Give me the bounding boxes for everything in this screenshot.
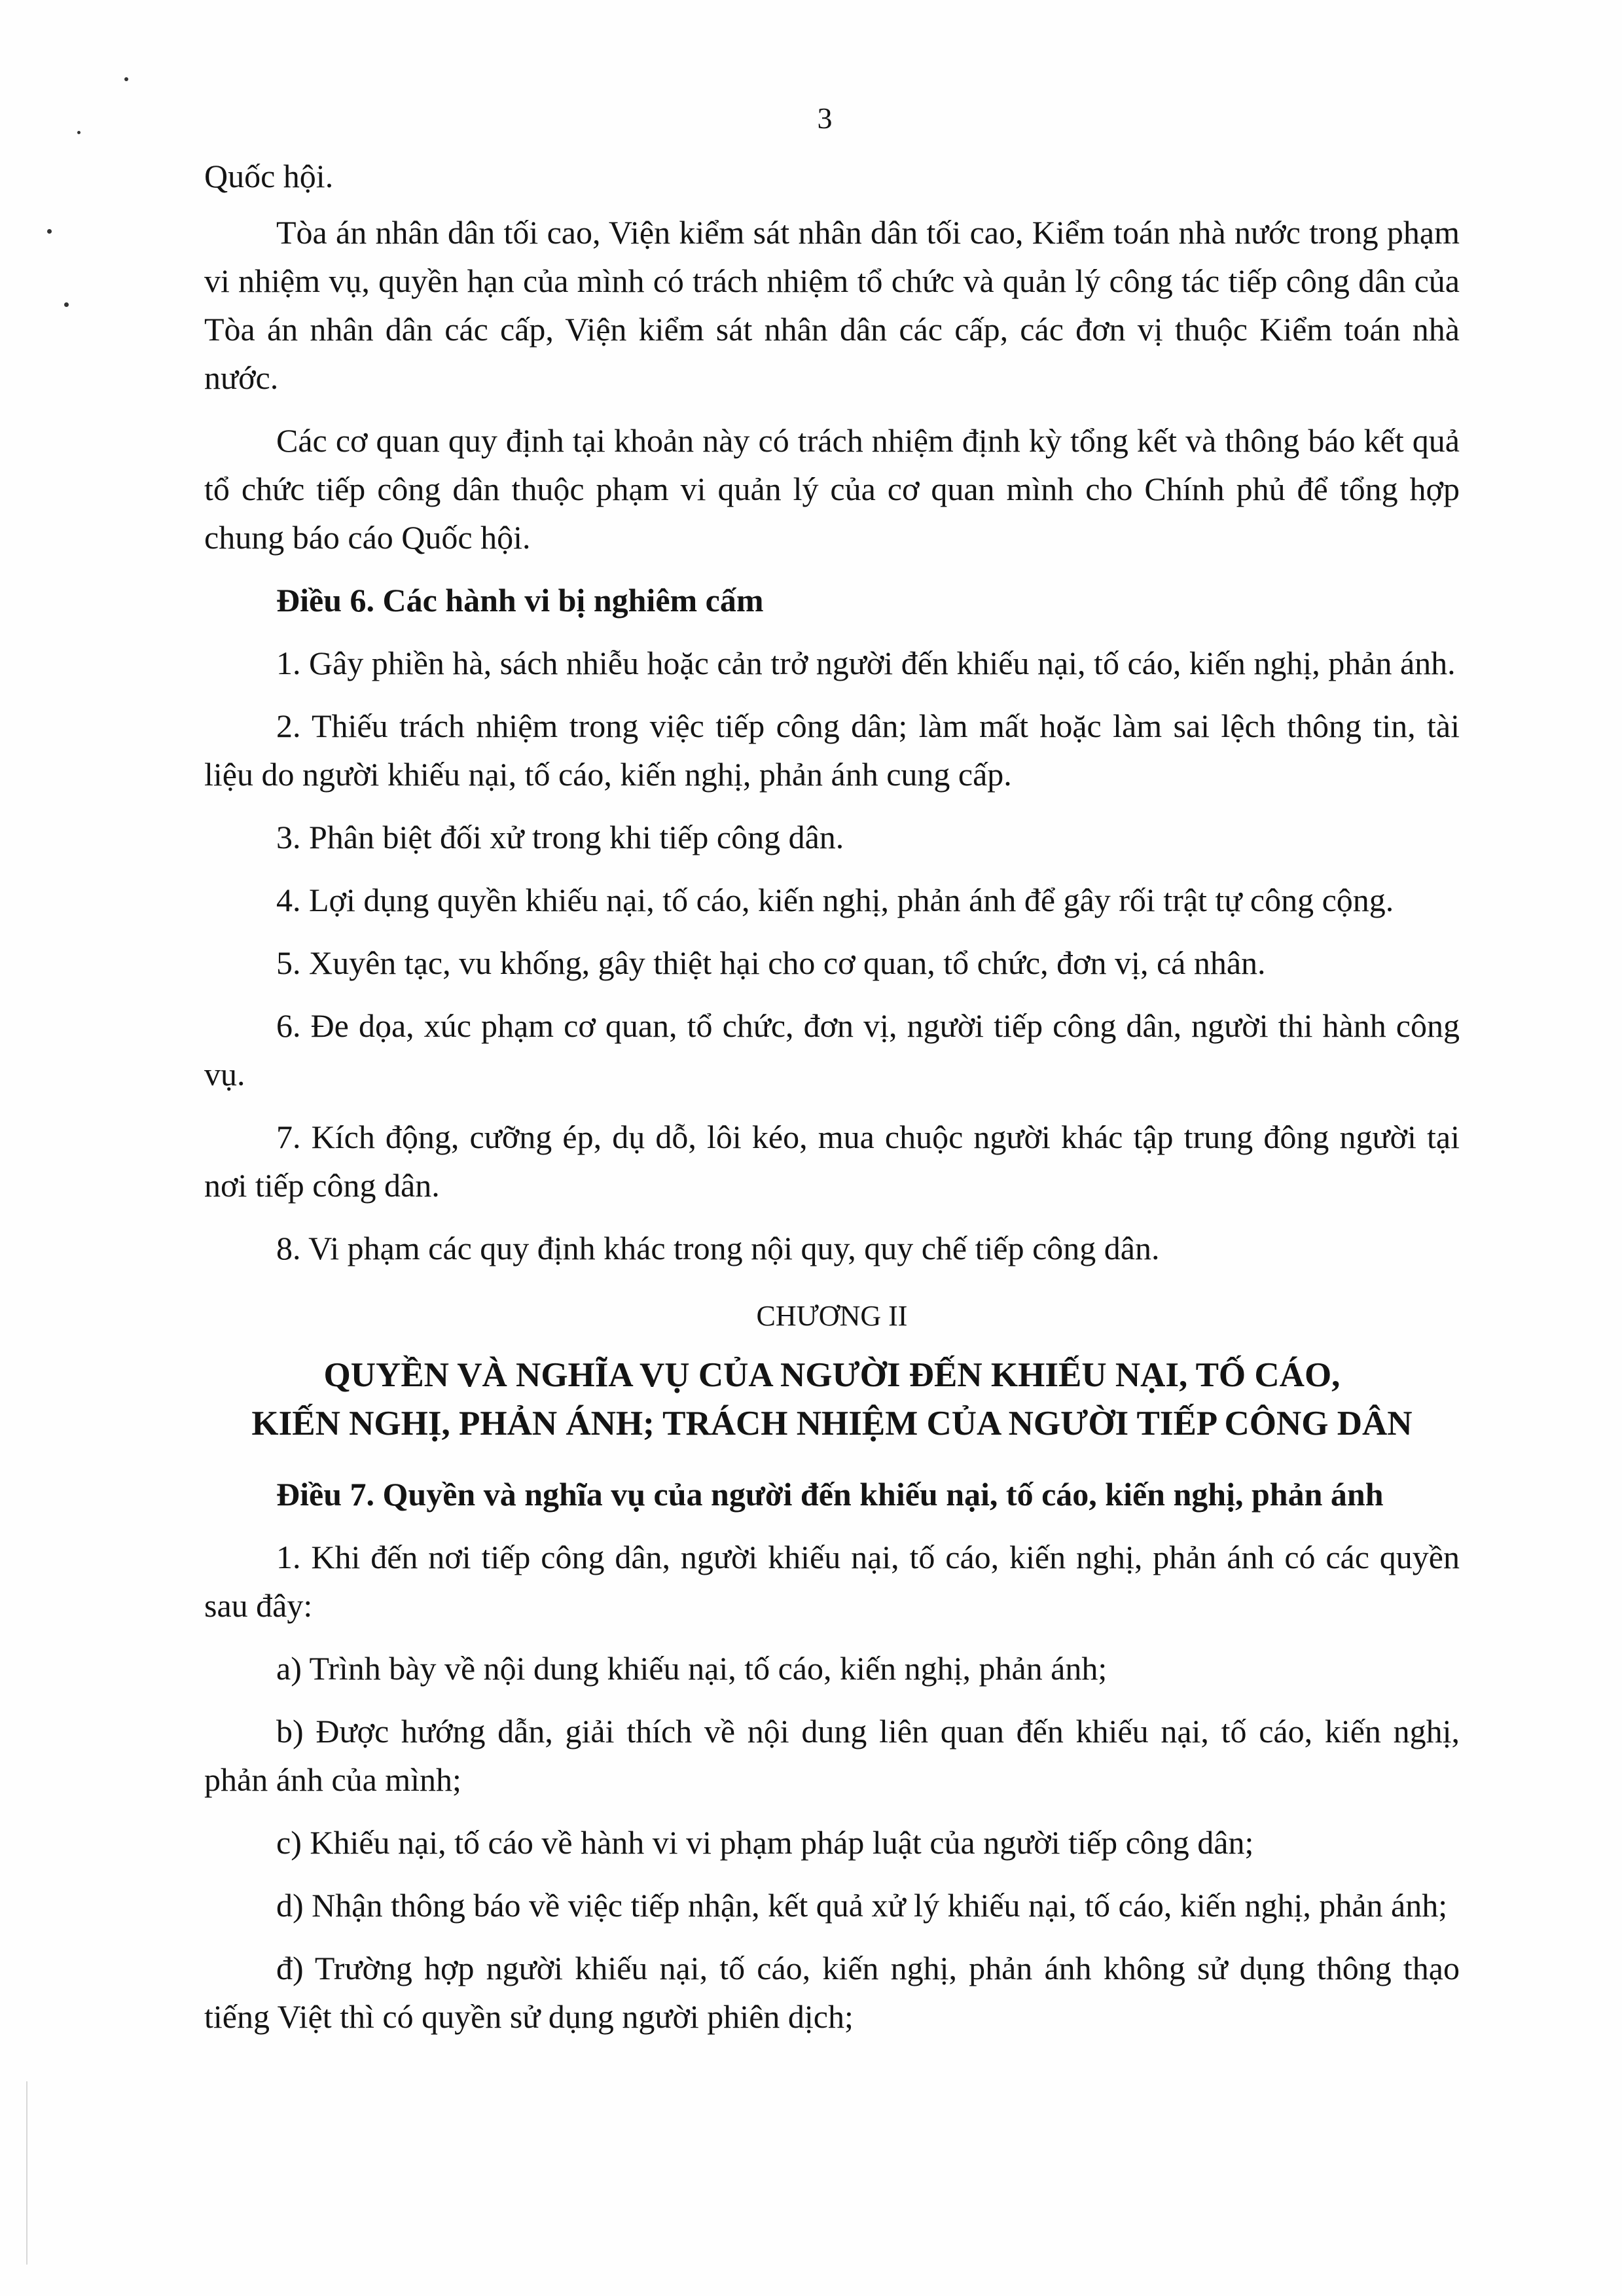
list-item: 5. Xuyên tạc, vu khống, gây thiệt hại cho cơ quan, tổ chức, đơn vị, cá nhân.	[276, 944, 1266, 981]
list-item: a) Trình bày về nội dung khiếu nại, tố cáo, kiến nghị, phản ánh;	[276, 1650, 1108, 1687]
scan-speck	[77, 131, 81, 134]
list-item: 6. Đe dọa, xúc phạm cơ quan, tổ chức, đơn vị, người tiếp công dân, người thi hành công vụ.	[204, 1007, 1460, 1092]
list-item: b) Được hướng dẫn, giải thích về nội dung liên quan đến khiếu nại, tố cáo, kiến nghị, phản ánh của mình;	[204, 1713, 1460, 1798]
article-heading: Điều 7. Quyền và nghĩa vụ của người đến khiếu nại, tố cáo, kiến nghị, phản ánh	[276, 1476, 1384, 1513]
article-heading: Điều 6. Các hành vi bị nghiêm cấm	[276, 582, 764, 619]
paragraph: Tòa án nhân dân tối cao, Viện kiểm sát nhân dân tối cao, Kiểm toán nhà nước trong phạm vi nhiệm vụ, quyền hạn của mình có trách nhiệm tổ chức và quản lý công tác tiếp công dân của Tòa án nhân dân các cấp, Viện kiểm sát nhân dân các cấp, các đơn vị thuộc Kiểm toán nhà nước.	[204, 214, 1460, 396]
list-item: 1. Gây phiền hà, sách nhiễu hoặc cản trở người đến khiếu nại, tố cáo, kiến nghị, phản ánh.	[276, 645, 1456, 681]
paragraph: Các cơ quan quy định tại khoản này có trách nhiệm định kỳ tổng kết và thông báo kết quả tổ chức tiếp công dân thuộc phạm vi quản lý của cơ quan mình cho Chính phủ để tổng hợp chung báo cáo Quốc hội.	[204, 422, 1460, 556]
list-item: 3. Phân biệt đối xử trong khi tiếp công dân.	[276, 819, 844, 855]
scan-speck	[124, 77, 128, 81]
list-item: d) Nhận thông báo về việc tiếp nhận, kết quả xử lý khiếu nại, tố cáo, kiến nghị, phản ánh;	[276, 1887, 1448, 1924]
scan-edge-mark	[26, 2081, 27, 2265]
scan-speck	[64, 302, 69, 307]
scan-speck	[47, 229, 52, 234]
paragraph: 1. Khi đến nơi tiếp công dân, người khiếu nại, tố cáo, kiến nghị, phản ánh có các quyền sau đây:	[204, 1539, 1460, 1624]
chapter-label: CHƯƠNG II	[756, 1300, 908, 1332]
list-item: 8. Vi phạm các quy định khác trong nội quy, quy chế tiếp công dân.	[276, 1230, 1160, 1266]
chapter-title-line: QUYỀN VÀ NGHĨA VỤ CỦA NGƯỜI ĐẾN KHIẾU NẠI, TỐ CÁO,	[323, 1356, 1341, 1394]
chapter-title-line: KIẾN NGHỊ, PHẢN ÁNH; TRÁCH NHIỆM CỦA NGƯỜI TIẾP CÔNG DÂN	[251, 1405, 1413, 1443]
list-item: 4. Lợi dụng quyền khiếu nại, tố cáo, kiến nghị, phản ánh để gây rối trật tự công cộng.	[276, 882, 1394, 918]
page-number: 3	[817, 101, 833, 135]
list-item: đ) Trường hợp người khiếu nại, tố cáo, kiến nghị, phản ánh không sử dụng thông thạo tiếng Việt thì có quyền sử dụng người phiên dịch;	[204, 1950, 1460, 2035]
paragraph: Quốc hội.	[204, 158, 334, 194]
list-item: c) Khiếu nại, tố cáo về hành vi vi phạm pháp luật của người tiếp công dân;	[276, 1824, 1254, 1861]
list-item: 2. Thiếu trách nhiệm trong việc tiếp công dân; làm mất hoặc làm sai lệch thông tin, tài liệu do người khiếu nại, tố cáo, kiến nghị, phản ánh cung cấp.	[204, 708, 1460, 793]
document-body	[204, 152, 1460, 2041]
list-item: 7. Kích động, cưỡng ép, dụ dỗ, lôi kéo, mua chuộc người khác tập trung đông người tại nơi tiếp công dân.	[204, 1119, 1460, 1204]
